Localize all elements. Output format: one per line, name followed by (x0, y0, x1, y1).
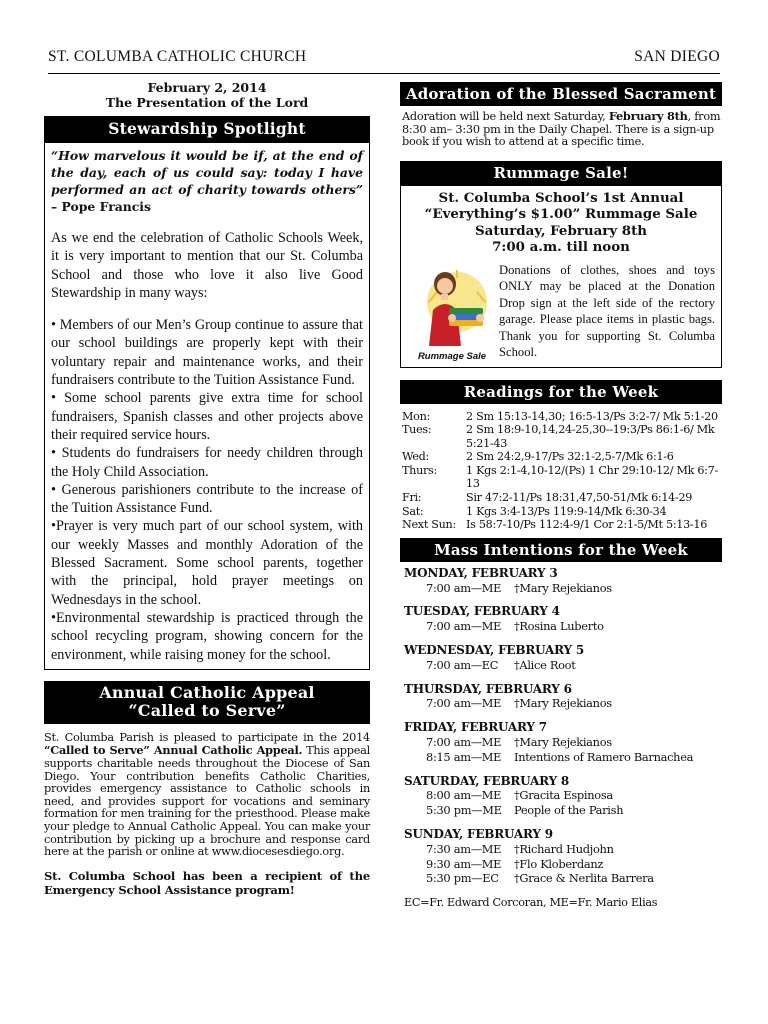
adoration-text-1: Adoration will be held next Saturday, (402, 110, 609, 123)
rummage-heading (407, 190, 715, 256)
reading-row (402, 410, 722, 424)
mass-intention: †Richard Hudjohn (514, 841, 614, 856)
mass-title: Mass Intentions for the Week (400, 538, 722, 562)
mass-entry (404, 581, 722, 596)
mass-day-title: THURSDAY, FEBRUARY 6 (404, 681, 572, 696)
mass-intention: †Grace & Nerlita Barrera (514, 871, 654, 886)
mass-intention: †Alice Root (514, 657, 576, 672)
reading-citations: 2 Sm 18:9-10,14,24-25,30--19:3/Ps 86:1-6/ Mk 5:21-43 (466, 423, 715, 450)
rummage-body (407, 262, 715, 362)
reading-row (402, 491, 722, 505)
mass-intention: People of the Parish (514, 803, 624, 818)
rummage-caption: Rummage Sale (417, 350, 487, 362)
reading-day: Thurs: (402, 463, 437, 477)
celebrant-legend: EC=Fr. Edward Corcoran, ME=Fr. Mario Elias (404, 896, 658, 910)
mass-day-title: TUESDAY, FEBRUARY 4 (404, 604, 560, 619)
mass-intention: †Mary Rejekianos (514, 580, 612, 595)
mass-entry (404, 788, 722, 803)
mass-time: 7:30 am—ME (426, 841, 502, 856)
mass-day-title: SATURDAY, FEBRUARY 8 (404, 773, 570, 788)
stewardship-bullet: •Environmental stewardship is practiced through the school recycling program, showing concern for the environment, while raising money for the school. (51, 609, 363, 663)
adoration-date: February 8th (608, 109, 688, 123)
mass-time: 7:00 am—ME (426, 619, 502, 634)
mass-time: 7:00 am—ME (426, 735, 502, 750)
appeal-title (44, 681, 370, 724)
stewardship-title: Stewardship Spotlight (44, 116, 370, 142)
mass-time: 7:00 am—ME (426, 580, 502, 595)
mass-intentions (404, 566, 722, 886)
mass-time: 7:00 am—ME (426, 696, 502, 711)
mass-intention: †Mary Rejekianos (514, 696, 612, 711)
adoration-title: Adoration of the Blessed Sacrament (400, 82, 722, 106)
rummage-sale-illustration (407, 262, 497, 362)
rummage-box (400, 185, 722, 368)
mass-entry (404, 696, 722, 711)
emergency-assistance-note: St. Columba School has been a recipient of the Emergency School Assistance program! (44, 868, 370, 898)
stewardship-bullet: • Students do fundraisers for needy children through the Holy Child Association. (51, 445, 363, 480)
mass-time: 7:00 am—EC (426, 657, 499, 672)
parish-name: ST. COLUMBA CATHOLIC CHURCH (48, 48, 307, 65)
stewardship-box (44, 142, 370, 670)
mass-entry (404, 857, 722, 872)
reading-day: Tues: (402, 423, 432, 437)
rummage-details: Donations of clothes, shoes and toys ONLY may be placed at the Donation Drop sign at the left side of the rectory garage. Please place items in plastic bags. Thank you for supporting St. Columba School. (499, 262, 715, 360)
feast-title: The Presentation of the Lord (105, 95, 309, 110)
pope-quote (51, 147, 363, 215)
reading-row (402, 505, 722, 519)
reading-citations: 1 Kgs 3:4-13/Ps 119:9-14/Mk 6:30-34 (466, 504, 667, 518)
reading-citations: 1 Kgs 2:1-4,10-12/(Ps) 1 Chr 29:10-12/ Mk 6:7-13 (466, 463, 718, 491)
left-column (44, 80, 370, 898)
quote-text: “How marvelous it would be if, at the end of the day, each of us could say: today I have performed an act of charity towards others” (51, 148, 363, 197)
reading-day: Next Sun: (402, 518, 456, 532)
adoration-text (402, 110, 722, 149)
mass-entry (404, 735, 722, 750)
reading-row (402, 423, 722, 450)
mass-day-title: WEDNESDAY, FEBRUARY 5 (404, 643, 584, 658)
appeal-text-2: This appeal supports charitable needs throughout the Diocese of San Diego. Your contribution benefits Catholic Charities, provides emergency assistance to Catholic schools in need, and provides support for vocations and seminary formation for men training for the priesthood. Please make your pledge to Annual Catholic Appeal. You can make your contribution by picking up a brochure and response card here at the parish or online at www.diocesesdiego.org. (44, 744, 370, 859)
reading-day: Mon: (402, 409, 430, 423)
adoration-text-2: , from 8:30 am– 3:30 pm in the Daily Chapel. There is a sign-up book if you wish to attend at a specific time. (402, 110, 721, 148)
rummage-title: Rummage Sale! (400, 161, 722, 185)
stewardship-bullets (51, 316, 363, 664)
mass-time: 5:30 pm—EC (426, 871, 499, 886)
mass-entry (404, 750, 722, 765)
appeal-text-1: St. Columba Parish is pleased to participate in the 2014 (44, 730, 370, 744)
rummage-line2: “Everything’s $1.00” Rummage Sale (424, 206, 698, 222)
mass-entry (404, 803, 722, 818)
quote-attribution: – Pope Francis (51, 199, 151, 214)
mass-day-title: FRIDAY, FEBRUARY 7 (404, 720, 547, 735)
reading-day: Fri: (402, 491, 422, 505)
reading-citations: Sir 47:2-11/Ps 18:31,47,50-51/Mk 6:14-29 (466, 491, 693, 505)
reading-citations: 2 Sm 24:2,9-17/Ps 32:1-2,5-7/Mk 6:1-6 (466, 450, 674, 464)
mass-day-title: MONDAY, FEBRUARY 3 (404, 565, 558, 580)
rummage-line4: 7:00 a.m. till noon (492, 239, 630, 255)
stewardship-intro: As we end the celebration of Catholic Schools Week, it is very important to mention that our St. Columba School and those who love it also live Good Stewardship in many ways: (51, 230, 363, 301)
mass-entry (404, 658, 722, 673)
mass-time: 5:30 pm—ME (426, 803, 502, 818)
appeal-title-line2: “Called to Serve” (128, 700, 286, 720)
right-column (400, 80, 722, 909)
rummage-line3: Saturday, February 8th (474, 222, 648, 239)
date-block (44, 80, 370, 110)
reading-citations: Is 58:7-10/Ps 112:4-9/1 Cor 2:1-5/Mt 5:13-16 (466, 518, 708, 532)
mass-day-title: SUNDAY, FEBRUARY 9 (404, 827, 553, 841)
reading-row (402, 450, 722, 464)
bulletin-date: February 2, 2014 (147, 80, 267, 95)
city-name: SAN DIEGO (634, 48, 720, 65)
appeal-text-bold: “Called to Serve” Annual Catholic Appeal. (44, 743, 303, 758)
reading-day: Wed: (402, 450, 429, 464)
readings-list (402, 410, 722, 532)
reading-citations: 2 Sm 15:13-14,30; 16:5-13/Ps 3:2-7/ Mk 5:1-20 (466, 409, 718, 423)
mass-time: 8:15 am—ME (426, 749, 502, 764)
page-header (48, 48, 720, 74)
appeal-paragraph (44, 732, 370, 859)
mass-intention: †Gracita Espinosa (514, 788, 613, 803)
mass-intention: †Mary Rejekianos (514, 735, 612, 750)
mass-intention: †Flo Kloberdanz (514, 856, 604, 871)
mass-intention: Intentions of Ramero Barnachea (514, 749, 694, 764)
rummage-line1: St. Columba School’s 1st Annual (438, 189, 684, 206)
mass-entry (404, 619, 722, 634)
woman-with-clothes-icon (407, 262, 497, 348)
readings-title: Readings for the Week (400, 380, 722, 404)
stewardship-bullet: • Generous parishioners contribute to the increase of the Tuition Assistance Fund. (51, 481, 363, 517)
mass-time: 9:30 am—ME (426, 856, 502, 871)
mass-entry (404, 871, 722, 886)
mass-intention: †Rosina Luberto (514, 619, 604, 634)
stewardship-bullet: • Members of our Men’s Group continue to assure that our school buildings are properly kept with their voluntary repair and maintenance works, and their fundraisers contribute to the Tuition Assistance Fund. (51, 317, 363, 389)
reading-row (402, 518, 722, 532)
stewardship-bullet: • Some school parents give extra time for school fundraisers, Spanish classes and other projects above their required service hours. (51, 390, 363, 443)
reading-day: Sat: (402, 504, 424, 518)
mass-time: 8:00 am—ME (426, 788, 502, 803)
appeal-title-line1: Annual Catholic Appeal (99, 682, 315, 702)
reading-row (402, 464, 722, 491)
stewardship-bullet: •Prayer is very much part of our school system, with our weekly Masses and monthly Adoration of the Blessed Sacrament. Some school parents, together with the principal, hold prayer meetings on Wednesdays in the school. (51, 518, 363, 608)
mass-entry (404, 842, 722, 857)
